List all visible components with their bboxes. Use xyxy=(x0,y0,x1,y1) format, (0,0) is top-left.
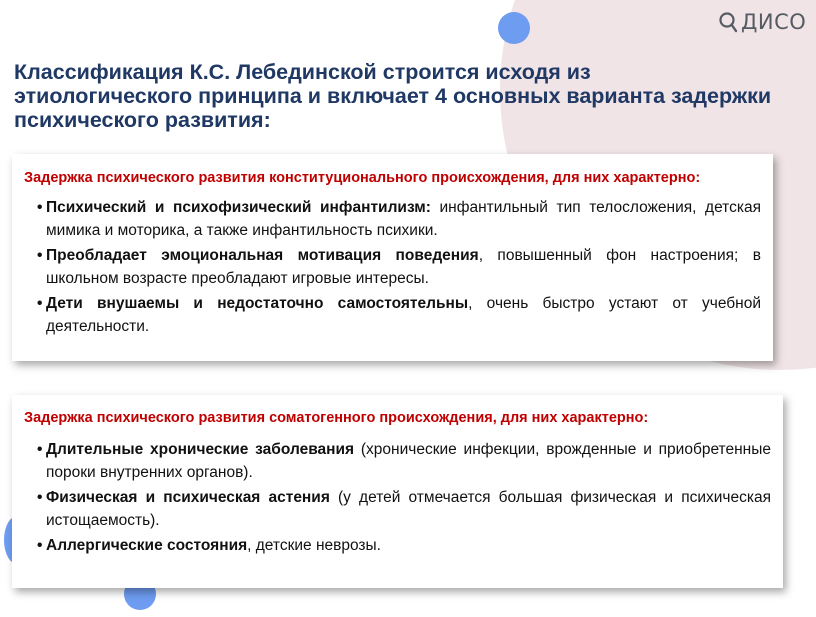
card-list xyxy=(24,196,761,338)
logo-text: ДИСО xyxy=(741,10,807,34)
bullet: • xyxy=(37,295,43,312)
item-bold-text: Длительные хронические заболевания xyxy=(46,441,355,458)
list-item xyxy=(24,438,771,484)
list-item xyxy=(24,244,761,290)
logo xyxy=(718,10,806,34)
item-text: , детские неврозы. xyxy=(247,537,381,554)
card-somatogenic xyxy=(12,395,783,588)
list-item xyxy=(24,534,771,557)
bullet: • xyxy=(37,247,43,264)
bullet: • xyxy=(37,537,43,554)
slide-title: Классификация К.С. Лебединской строится исходя из этиологического принципа и включает 4 основных варианта задержки психического развития: xyxy=(14,60,772,132)
item-text: (хронические инфекции, врожденные и приобретенные пороки внутренних органов). xyxy=(46,441,771,481)
bullet: • xyxy=(37,441,43,458)
list-item xyxy=(24,486,771,532)
magnifier-logo-icon xyxy=(718,11,738,33)
item-bold-text: Дети внушаемы и недостаточно самостоятельны xyxy=(46,295,469,312)
item-bold-text: Преобладает эмоциональная мотивация поведения xyxy=(46,247,479,264)
item-bold-text: Физическая и психическая астения xyxy=(46,489,330,506)
card-heading: Задержка психического развития конституционального происхождения, для них характерно: xyxy=(24,170,701,186)
item-text: (у детей отмечается большая физическая и психическая истощаемость). xyxy=(46,489,771,529)
item-text: инфантильный тип телосложения, детская мимика и моторика, а также инфантильность психики. xyxy=(46,199,761,239)
card-heading: Задержка психического развития соматогенного происхождения, для них характерно: xyxy=(24,410,649,426)
item-bold-text: Аллергические состояния xyxy=(46,537,248,554)
item-bold-text: Психический и психофизический инфантилизм: xyxy=(46,199,431,216)
bullet: • xyxy=(37,489,43,506)
bullet: • xyxy=(37,199,43,216)
item-text: , повышенный фон настроения; в школьном возрасте преобладают игровые интересы. xyxy=(46,247,761,287)
card-list xyxy=(24,438,771,557)
list-item xyxy=(24,292,761,338)
list-item xyxy=(24,196,761,242)
card-constitutional xyxy=(12,154,773,361)
decorative-dot-top xyxy=(498,12,530,44)
item-text: , очень быстро устают от учебной деятельности. xyxy=(46,295,761,335)
